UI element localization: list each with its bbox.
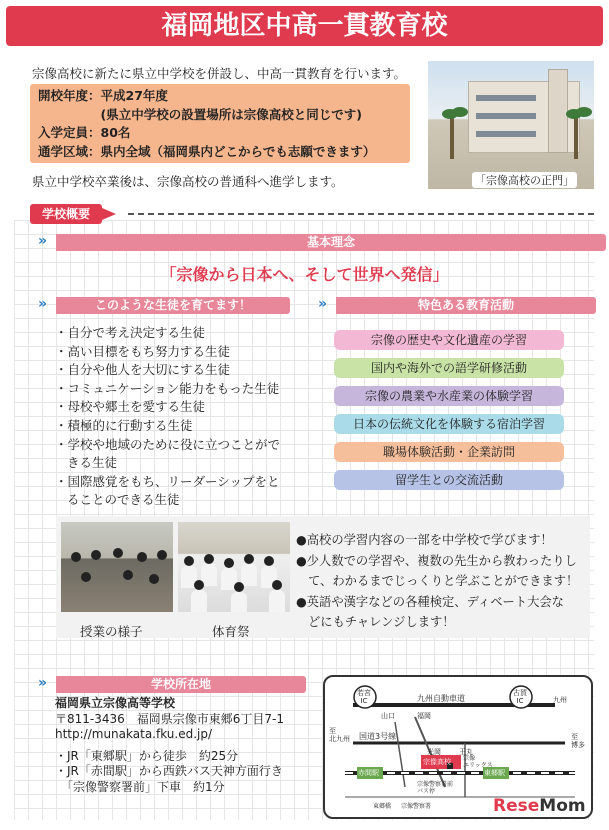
activity-item: 職場体験活動・企業訪問 [334, 442, 564, 462]
list-item: ることのできる生徒 [67, 492, 180, 508]
list-item: きる生徒 [67, 455, 118, 471]
url-link[interactable]: http://munakata.fku.ed.jp/ [55, 727, 213, 741]
outro-text: 県立中学校卒業後は、宗像高校の普通科へ進学します。 [32, 174, 344, 189]
merit-item: どにもチャレンジします！ [308, 615, 455, 629]
activity-item: 宗像の農業や水産業の体験学習 [334, 386, 564, 406]
list-item: ・国際感覚をもち、リーダーシップをと [55, 473, 280, 489]
school-gate-photo [428, 61, 594, 189]
chevron-icon: » [38, 233, 48, 249]
map-label: 東郷橋 [373, 803, 392, 810]
map-label: 王丸 [459, 748, 473, 756]
students-heading: このような生徒を育てます！ [56, 297, 290, 314]
activity-item: 国内や海外での語学研修活動 [334, 358, 564, 378]
map-label: 宗像警察署前 バス停 [417, 781, 454, 795]
info-line: (県立中学校の設置場所は宗像高校と同じです) [38, 106, 362, 122]
merit-item: ●英語や漢字などの各種検定、ディベート大会な [296, 594, 564, 609]
activity-item: 留学生との交流活動 [334, 470, 564, 490]
map-label: 福岡 [417, 712, 431, 720]
access-line: ・JR「赤間駅」から西鉄バス天神方面行き [55, 764, 283, 778]
divider [128, 213, 594, 215]
list-item: ・自分で考え決定する生徒 [55, 325, 206, 340]
photo-caption: 体育祭 [212, 624, 250, 639]
map-expressway-label: 九州自動車道 [417, 694, 465, 703]
map-ic: 若宮 IC [357, 689, 371, 705]
map-school: 宗像高校 [423, 758, 451, 766]
list-item: ・高い目標をもち努力する生徒 [55, 343, 231, 359]
list-item: ・学校や地域のために役に立つことがで [55, 436, 281, 452]
location-heading: 学校所在地 [56, 676, 306, 693]
map-label: 宗像 ユリックス [463, 755, 493, 769]
access-line: ・JR「東郷駅」から徒歩 約25分 [55, 748, 239, 763]
motto: 「宗像から日本へ、そして世界へ発信」 [160, 265, 449, 284]
map-label: 至 北九州 [329, 727, 350, 743]
photo-caption: 授業の様子 [80, 624, 143, 639]
merits-list [296, 530, 578, 633]
school-name: 福岡県立宗像高等学校 [55, 696, 176, 710]
map-label: 山口 [381, 712, 395, 720]
resemom-logo: ReseMom [493, 796, 586, 816]
photo-caption: 「宗像高校の正門」 [472, 172, 577, 188]
merit-item: て、わかるまでじっくりと学ぶことができます！ [308, 574, 579, 588]
map-label: 九州 [553, 696, 567, 704]
list-item: ・コミュニケーション能力をもった生徒 [55, 380, 280, 396]
address-block [55, 696, 284, 795]
intro-text: 宗像高校に新たに県立中学校を併設し、中高一貫教育を行います。 [32, 66, 407, 81]
activity-item: 日本の伝統文化を体験する宿泊学習 [334, 414, 564, 434]
merit-item: ●高校の学習内容の一部を中学校で学びます！ [296, 533, 553, 547]
chevron-icon: » [318, 296, 328, 312]
sports-festival-photo [178, 522, 290, 612]
address: 〒811-3436 福岡県宗像市東郷6丁目7-1 [55, 711, 285, 726]
activity-item: 宗像の歴史や文化遺産の学習 [334, 330, 564, 350]
map-label: 光岡 [427, 748, 441, 756]
info-line: 開校年度：平成27年度 [38, 88, 168, 103]
page-title: 福岡地区中高一貫教育校 [6, 6, 603, 46]
map-route-label: 国道3号線 [359, 732, 397, 741]
list-item: ・自分や他人を大切にする生徒 [55, 362, 231, 378]
map-label: 宗像警察署 [401, 803, 432, 810]
class-photo [61, 522, 173, 612]
merit-item: ●少人数での学習や、複数の先生から教わったりし [296, 553, 577, 568]
basic-heading: 基本理念 [56, 234, 606, 251]
list-item: ・積極的に行動する生徒 [55, 417, 193, 433]
info-box [30, 84, 410, 163]
section-tag: 学校概要 [30, 204, 102, 224]
map-station: 東郷駅 [484, 769, 505, 777]
students-list [55, 324, 280, 510]
info-line: 入学定員：80名 [38, 125, 131, 140]
map-ic: 古賀 IC [513, 689, 527, 705]
list-item: ・母校や郷土を愛する生徒 [55, 399, 206, 415]
map-label: 至 博多 [571, 733, 585, 749]
access-line: 「宗像警察署前」下車 約1分 [55, 779, 225, 794]
activities-heading: 特色ある教育活動 [336, 297, 596, 314]
info-line: 通学区域：県内全域（福岡県内どこからでも志願できます） [38, 143, 376, 159]
chevron-icon: » [38, 675, 48, 691]
chevron-icon: » [38, 296, 48, 312]
map-station: 赤間駅 [358, 769, 379, 777]
